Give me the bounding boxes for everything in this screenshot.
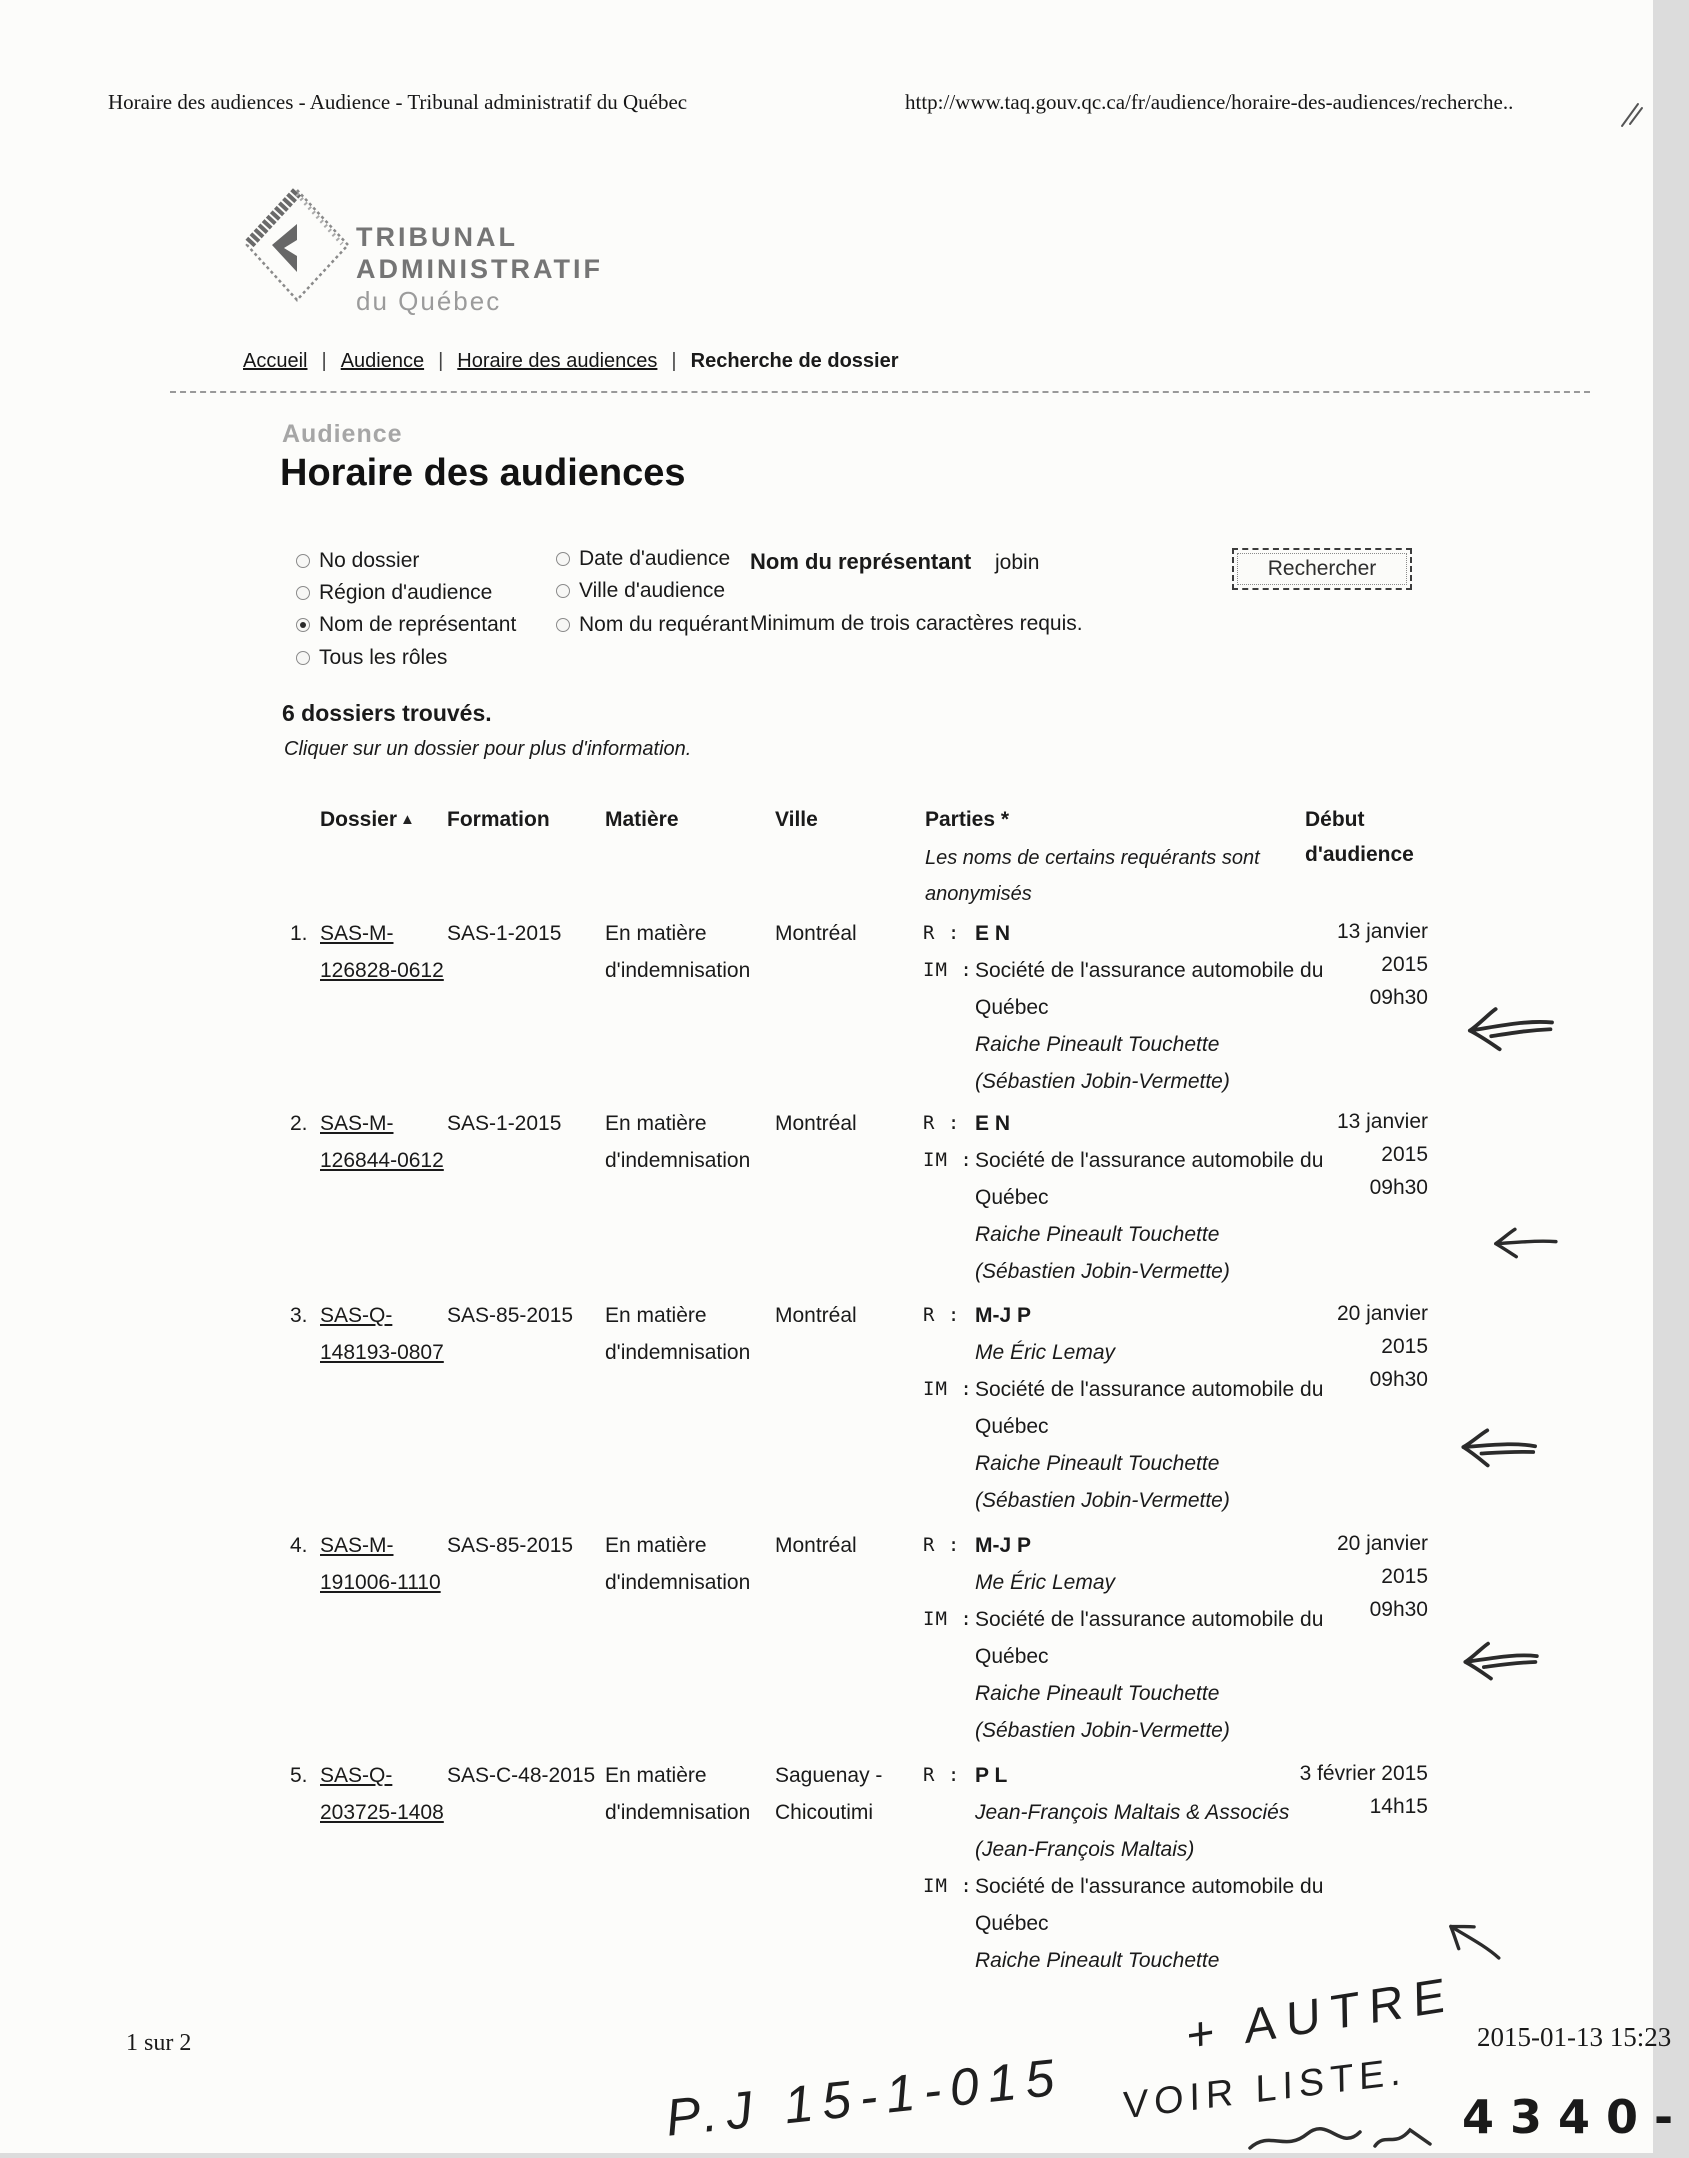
page-number: 1 sur 2 [126, 2030, 192, 2056]
radio-icon[interactable] [296, 554, 310, 568]
party-line [923, 1371, 1330, 1445]
party-text: (Sébastien Jobin-Vermette) [975, 1070, 1230, 1093]
matiere-line1: En matière [605, 922, 707, 945]
formation-cell: SAS-1-2015 [447, 1112, 562, 1135]
formation-cell: SAS-1-2015 [447, 922, 562, 945]
handwritten-arrow [1441, 1630, 1543, 1691]
radio-ville-audience[interactable] [556, 579, 725, 603]
party-line [923, 1063, 1330, 1100]
dossier-link-line1[interactable]: SAS-M- [320, 1534, 394, 1557]
matiere-line2: d'indemnisation [605, 1341, 751, 1364]
party-text: (Sébastien Jobin-Vermette) [975, 1260, 1230, 1283]
dossier-link[interactable] [320, 1105, 444, 1179]
debut-line: 09h30 [1369, 1368, 1428, 1391]
formation-cell: SAS-85-2015 [447, 1534, 574, 1557]
parties-cell [923, 1527, 1330, 1749]
results-count: 6 dossiers trouvés. [282, 700, 492, 726]
radio-nom-requerant[interactable] [556, 613, 748, 637]
party-role: R : [923, 1112, 961, 1134]
party-text: Société de l'assurance automobile du Québec [975, 1875, 1324, 1935]
breadcrumb-separator: | [438, 350, 444, 372]
party-role: IM : [923, 1875, 973, 1897]
party-text: Société de l'assurance automobile du Québec [975, 1149, 1324, 1209]
dossier-link-line2[interactable]: 126844-0612 [320, 1149, 444, 1172]
party-line [923, 915, 1330, 952]
dossier-link-line2[interactable]: 148193-0807 [320, 1341, 444, 1364]
breadcrumb [243, 350, 899, 373]
party-text: E N [975, 1112, 1011, 1135]
party-line [923, 1675, 1330, 1712]
breadcrumb-link-horaire[interactable]: Horaire des audiences [457, 350, 658, 372]
radio-icon[interactable] [296, 586, 310, 600]
representative-name-input[interactable]: jobin [995, 551, 1040, 574]
logo-text-line1: TRIBUNAL [356, 222, 518, 252]
debut-line: 09h30 [1369, 1176, 1428, 1199]
breadcrumb-separator: | [671, 350, 677, 372]
radio-label[interactable]: Région d'audience [319, 581, 493, 604]
representative-field-label: Nom du représentant [750, 549, 972, 574]
dossier-link-line1[interactable]: SAS-Q- [320, 1764, 393, 1787]
parties-cell [923, 1105, 1330, 1290]
dossier-link-line2[interactable]: 126828-0612 [320, 959, 444, 982]
matiere-line2: d'indemnisation [605, 1149, 751, 1172]
debut-line: 13 janvier [1336, 920, 1428, 943]
row-number: 3. [290, 1304, 308, 1327]
handwritten-arrow [1439, 1420, 1541, 1475]
party-line [923, 1831, 1330, 1868]
radio-icon[interactable] [556, 552, 570, 566]
sort-asc-icon[interactable]: ▲ [400, 811, 415, 828]
parties-cell [923, 915, 1330, 1100]
party-text: Société de l'assurance automobile du Québec [975, 1378, 1324, 1438]
debut-line: 3 février 2015 [1299, 1762, 1428, 1785]
row-number: 5. [290, 1764, 308, 1787]
matiere-line1: En matière [605, 1112, 707, 1135]
logo-text-line3: du Québec [356, 286, 502, 316]
col-header-debut-line2: d'audience [1305, 843, 1414, 866]
dossier-link[interactable] [320, 1297, 444, 1371]
party-text: Me Éric Lemay [975, 1341, 1116, 1364]
section-label: Audience [282, 420, 403, 448]
row-number: 2. [290, 1112, 308, 1135]
party-text: Raiche Pineault Touchette [975, 1223, 1220, 1246]
party-line [923, 1482, 1330, 1519]
debut-cell [1296, 1527, 1428, 1626]
dossier-link[interactable] [320, 1757, 444, 1831]
parties-note-line1: Les noms de certains requérants sont [925, 847, 1260, 869]
matiere-cell [605, 1105, 750, 1179]
radio-icon[interactable] [556, 618, 570, 632]
party-line [923, 1794, 1330, 1831]
print-header-title: Horaire des audiences - Audience - Tribunal administratif du Québec [108, 90, 688, 114]
party-role: R : [923, 1304, 961, 1326]
page-title: Horaire des audiences [280, 452, 686, 494]
col-header-debut-line1: Début [1305, 808, 1365, 831]
ville-line2: Chicoutimi [775, 1801, 874, 1824]
col-header-dossier[interactable]: Dossier [320, 808, 398, 831]
party-text: M-J P [975, 1304, 1032, 1327]
party-role: IM : [923, 1608, 973, 1630]
party-line [923, 1564, 1330, 1601]
min-chars-hint: Minimum de trois caractères requis. [750, 612, 1083, 635]
print-timestamp: 2015-01-13 15:23 [1477, 2022, 1672, 2052]
party-line [923, 1334, 1330, 1371]
pen-mark-corner [1618, 96, 1648, 130]
party-text: (Jean-François Maltais) [975, 1838, 1195, 1861]
debut-line: 20 janvier [1336, 1532, 1428, 1555]
breadcrumb-link-audience[interactable]: Audience [340, 350, 425, 372]
party-role: IM : [923, 959, 973, 981]
dossier-link-line1[interactable]: SAS-M- [320, 1112, 394, 1135]
party-line [923, 1527, 1330, 1564]
radio-icon[interactable] [556, 584, 570, 598]
debut-line: 14h15 [1369, 1795, 1428, 1818]
party-text: P L [975, 1764, 1008, 1787]
party-text: Me Éric Lemay [975, 1571, 1116, 1594]
party-line [923, 1942, 1330, 1979]
party-text: Société de l'assurance automobile du Québec [975, 1608, 1324, 1668]
radio-label[interactable]: No dossier [319, 549, 420, 572]
col-header-matiere: Matière [605, 808, 679, 831]
party-text: Raiche Pineault Touchette [975, 1949, 1220, 1972]
party-line [923, 1868, 1330, 1942]
party-line [923, 952, 1330, 1026]
radio-label[interactable]: Nom de représentant [319, 613, 517, 636]
dossier-link[interactable] [320, 915, 444, 989]
dossier-link-line2[interactable]: 191006-1110 [320, 1571, 441, 1594]
radio-date-audience[interactable] [556, 547, 730, 571]
debut-line: 09h30 [1369, 1598, 1428, 1621]
formation-cell: SAS-C-48-2015 [447, 1764, 596, 1787]
party-role: IM : [923, 1378, 973, 1400]
parties-cell [923, 1757, 1330, 1979]
print-header-url: http://www.taq.gouv.qc.ca/fr/audience/horaire-des-audiences/recherche.. [905, 90, 1514, 114]
matiere-line1: En matière [605, 1304, 707, 1327]
matiere-line2: d'indemnisation [605, 959, 751, 982]
ville-cell: Montréal [775, 922, 857, 945]
party-role: R : [923, 1534, 961, 1556]
matiere-cell [605, 1297, 750, 1371]
handwriting-pj-number: P.J 15-1-015 [663, 2048, 1066, 2148]
breadcrumb-current: Recherche de dossier [690, 350, 899, 372]
party-text: Raiche Pineault Touchette [975, 1452, 1220, 1475]
col-header-ville: Ville [775, 808, 818, 831]
debut-line: 13 janvier [1336, 1110, 1428, 1133]
party-role: R : [923, 1764, 961, 1786]
party-text: Société de l'assurance automobile du Québec [975, 959, 1324, 1019]
debut-line: 20 janvier [1336, 1302, 1428, 1325]
breadcrumb-link-accueil[interactable]: Accueil [243, 350, 308, 372]
radio-region-audience[interactable] [296, 581, 492, 605]
radio-tous-les-roles[interactable] [296, 646, 447, 670]
radio-label[interactable]: Ville d'audience [579, 579, 726, 602]
radio-selected-icon[interactable] [296, 618, 310, 632]
party-line [923, 1712, 1330, 1749]
party-line [923, 1026, 1330, 1063]
debut-line: 09h30 [1369, 986, 1428, 1009]
col-header-parties: Parties * [925, 808, 1010, 831]
ville-cell [775, 1757, 882, 1831]
stamp-number: 4340- [1462, 2090, 1689, 2144]
formation-cell: SAS-85-2015 [447, 1304, 574, 1327]
party-role: R : [923, 922, 961, 944]
radio-label[interactable]: Tous les rôles [319, 646, 448, 669]
results-instruction: Cliquer sur un dossier pour plus d'information. [284, 738, 692, 760]
row-number: 1. [290, 922, 308, 945]
party-role: IM : [923, 1149, 973, 1171]
row-number: 4. [290, 1534, 308, 1557]
matiere-cell [605, 1527, 750, 1601]
debut-cell [1296, 1757, 1428, 1823]
party-line [923, 1105, 1330, 1142]
radio-label[interactable]: Nom du requérant [579, 613, 749, 636]
ville-line1: Saguenay - [775, 1764, 883, 1787]
parties-cell [923, 1297, 1330, 1519]
dossier-link-line1[interactable]: SAS-M- [320, 922, 394, 945]
debut-cell [1296, 915, 1428, 1014]
party-text: Jean-François Maltais & Associés [975, 1801, 1290, 1824]
dossier-link-line2[interactable]: 203725-1408 [320, 1801, 444, 1824]
handwritten-arrow [1441, 995, 1559, 1063]
ville-cell: Montréal [775, 1304, 857, 1327]
party-text: M-J P [975, 1534, 1032, 1557]
party-text: Raiche Pineault Touchette [975, 1033, 1220, 1056]
matiere-line1: En matière [605, 1534, 707, 1557]
party-text: (Sébastien Jobin-Vermette) [975, 1489, 1230, 1512]
party-line [923, 1216, 1330, 1253]
radio-no-dossier[interactable] [296, 549, 419, 573]
matiere-line2: d'indemnisation [605, 1801, 751, 1824]
party-text: Raiche Pineault Touchette [975, 1682, 1220, 1705]
handwriting-voir-liste: VOIR LISTE. [1122, 2050, 1407, 2128]
handwritten-arrow [1478, 1222, 1560, 1264]
debut-line: 2015 [1381, 1335, 1428, 1358]
dossier-link-line1[interactable]: SAS-Q- [320, 1304, 393, 1327]
matiere-line2: d'indemnisation [605, 1571, 751, 1594]
party-line [923, 1601, 1330, 1675]
logo-text-line2: ADMINISTRATIF [356, 254, 603, 284]
radio-nom-representant[interactable] [296, 613, 516, 637]
debut-cell [1296, 1105, 1428, 1204]
handwriting-plus-autre: + AUTRE [1186, 1967, 1456, 2064]
party-line [923, 1297, 1330, 1334]
radio-icon[interactable] [296, 651, 310, 665]
parties-note-line2: anonymisés [925, 883, 1032, 905]
debut-line: 2015 [1381, 1565, 1428, 1588]
party-line [923, 1445, 1330, 1482]
handwriting-partial-illegible [1245, 2118, 1435, 2158]
matiere-line1: En matière [605, 1764, 707, 1787]
party-text: E N [975, 922, 1011, 945]
party-text: (Sébastien Jobin-Vermette) [975, 1719, 1230, 1742]
ville-cell: Montréal [775, 1534, 857, 1557]
party-line [923, 1757, 1330, 1794]
debut-line: 2015 [1381, 953, 1428, 976]
breadcrumb-separator: | [321, 350, 327, 372]
matiere-cell [605, 1757, 750, 1831]
search-button[interactable]: Rechercher [1232, 548, 1412, 590]
debut-line: 2015 [1381, 1143, 1428, 1166]
debut-cell [1296, 1297, 1428, 1396]
party-line [923, 1253, 1330, 1290]
col-header-formation: Formation [447, 808, 550, 831]
dotted-divider [170, 391, 1590, 393]
party-line [923, 1142, 1330, 1216]
matiere-cell [605, 915, 750, 989]
dossier-link[interactable] [320, 1527, 441, 1601]
radio-label[interactable]: Date d'audience [579, 547, 731, 570]
taq-logo-icon [238, 182, 356, 310]
ville-cell: Montréal [775, 1112, 857, 1135]
